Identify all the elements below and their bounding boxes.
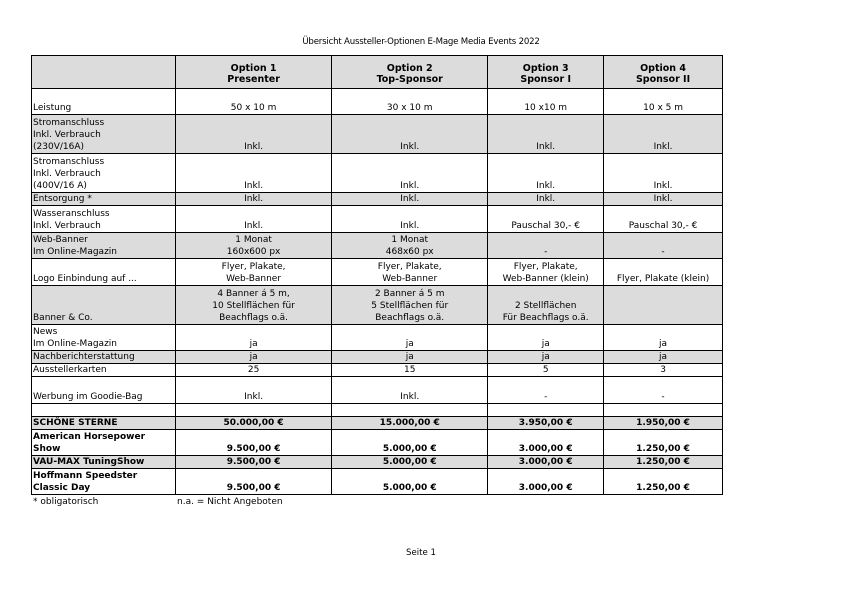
option-2-cell: Inkl. [332,193,488,206]
option-4-cell: Pauschal 30,- € [604,206,723,233]
option-2-type: Top-Sponsor [376,74,443,85]
row-label [32,193,176,206]
row-label [32,325,176,351]
row-label [32,259,176,286]
row-label [32,456,176,469]
row-label-line: Classic Day [33,483,91,493]
option-4-cell: - [604,377,723,404]
footnote-not-offered: n.a. = Nicht Angeboten [177,497,283,507]
option-1-cell: 9.500,00 € [176,430,332,456]
row-label [32,364,176,377]
option-2-cell: 5.000,00 € [332,456,488,469]
option-2-cell [332,404,488,417]
option-2-header [332,56,488,89]
option-1-cell: Inkl. [176,154,332,193]
option-2-cell: 5.000,00 € [332,430,488,456]
options-table [31,55,723,495]
option-1-cell: Inkl. [176,377,332,404]
option-4-cell: - [604,233,723,259]
option-4-cell: ja [604,351,723,364]
row-label-line: Logo Einbindung auf ... [33,274,137,284]
row-label-line: Hoffmann Speedster [33,471,138,481]
table-row [32,364,723,377]
row-label-line: Nachberichterstattung [33,352,135,362]
table-row [32,154,723,193]
option-1-name: Option 1 [230,63,277,74]
table-row [32,193,723,206]
option-3-cell: 2 Stellflächen Für Beachflags o.ä. [488,286,604,325]
table-row [32,115,723,154]
row-label-line: Wasseranschluss [33,209,110,219]
row-label-line: (400V/16 A) [33,181,87,191]
option-1-cell: 50.000,00 € [176,417,332,430]
row-label [32,206,176,233]
row-label-line: SCHÖNE STERNE [33,418,118,428]
page-number: Seite 1 [406,548,436,558]
option-2-cell: Flyer, Plakate, Web-Banner [332,259,488,286]
header-row [32,56,723,89]
table-row [32,206,723,233]
option-4-cell: 1.950,00 € [604,417,723,430]
header-empty-cell [32,56,176,89]
option-4-cell: Inkl. [604,154,723,193]
row-label-line: Banner & Co. [33,313,93,323]
option-4-type: Sponsor II [635,74,691,85]
option-4-header [604,56,723,89]
option-1-cell: 4 Banner á 5 m, 10 Stellflächen für Beachflags o.ä. [176,286,332,325]
row-label [32,377,176,404]
option-3-header [488,56,604,89]
option-2-cell: 30 x 10 m [332,89,488,115]
option-2-cell: 1 Monat 468x60 px [332,233,488,259]
row-label-line: Im Online-Magazin [33,339,117,349]
option-3-cell: 3.000,00 € [488,456,604,469]
option-2-cell: 2 Banner á 5 m 5 Stellflächen für Beachflags o.ä. [332,286,488,325]
row-label-line: (230V/16A) [33,142,84,152]
option-1-cell: 1 Monat 160x600 px [176,233,332,259]
footnote-obligatory: * obligatorisch [33,497,99,507]
option-4-cell: 3 [604,364,723,377]
option-3-cell: ja [488,351,604,364]
option-4-cell [604,286,723,325]
row-label-line: Im Online-Magazin [33,247,117,257]
table-row [32,417,723,430]
option-2-cell: 5.000,00 € [332,469,488,495]
document-title: Übersicht Aussteller-Optionen E-Mage Media Events 2022 [302,37,540,47]
row-label-line: Inkl. Verbrauch [33,221,101,231]
option-1-header [176,56,332,89]
option-2-cell: ja [332,351,488,364]
row-label [32,89,176,115]
row-label [32,154,176,193]
option-4-cell: 10 x 5 m [604,89,723,115]
option-2-cell: 15 [332,364,488,377]
table-row [32,351,723,364]
row-label-line: Web-Banner [33,235,88,245]
option-4-cell: 1.250,00 € [604,456,723,469]
option-4-cell: 1.250,00 € [604,430,723,456]
option-3-cell: 3.000,00 € [488,430,604,456]
option-1-cell: 9.500,00 € [176,469,332,495]
table-row [32,233,723,259]
table-row [32,404,723,417]
table-row [32,430,723,456]
row-label-line: VAU-MAX TuningShow [33,457,145,467]
option-2-cell: ja [332,325,488,351]
option-2-cell: 15.000,00 € [332,417,488,430]
option-2-name: Option 2 [386,63,433,74]
row-label-line: News [33,327,58,337]
option-1-cell: Inkl. [176,193,332,206]
option-3-cell: 5 [488,364,604,377]
row-label [32,115,176,154]
row-label [32,286,176,325]
option-4-name: Option 4 [640,63,686,74]
option-4-cell: Flyer, Plakate (klein) [604,259,723,286]
option-3-cell: 3.000,00 € [488,469,604,495]
table-row [32,377,723,404]
option-3-cell: - [488,377,604,404]
option-1-cell: ja [176,325,332,351]
option-3-cell: ja [488,325,604,351]
option-4-cell: Inkl. [604,193,723,206]
row-label [32,351,176,364]
row-label-line: Entsorgung * [33,194,92,204]
row-label-line: Inkl. Verbrauch [33,169,101,179]
option-3-cell: Inkl. [488,193,604,206]
row-label-line: Leistung [33,103,72,113]
option-3-cell: Pauschal 30,- € [488,206,604,233]
option-2-cell: Inkl. [332,206,488,233]
option-1-cell: Flyer, Plakate, Web-Banner [176,259,332,286]
option-1-cell: Inkl. [176,206,332,233]
option-1-cell: 25 [176,364,332,377]
option-3-cell: 3.950,00 € [488,417,604,430]
option-1-cell: Inkl. [176,115,332,154]
row-label-line: Show [33,444,61,454]
option-3-cell: 10 x10 m [488,89,604,115]
option-1-cell: ja [176,351,332,364]
option-3-cell: Inkl. [488,115,604,154]
option-4-cell: Inkl. [604,115,723,154]
option-1-type: Presenter [227,74,280,85]
table-row [32,89,723,115]
option-4-cell: ja [604,325,723,351]
option-2-cell: Inkl. [332,115,488,154]
option-3-cell [488,404,604,417]
row-label-line: Ausstellerkarten [33,365,107,375]
table-row [32,456,723,469]
option-3-type: Sponsor I [520,74,572,85]
table-row [32,325,723,351]
option-2-cell: Inkl. [332,377,488,404]
option-4-cell: 1.250,00 € [604,469,723,495]
option-3-cell: - [488,233,604,259]
option-3-name: Option 3 [522,63,569,74]
option-3-cell: Inkl. [488,154,604,193]
option-1-cell: 50 x 10 m [176,89,332,115]
option-4-cell [604,404,723,417]
row-label [32,469,176,495]
option-1-cell: 9.500,00 € [176,456,332,469]
row-label-line: Inkl. Verbrauch [33,130,101,140]
row-label-line: Stromanschluss [33,118,105,128]
option-3-cell: Flyer, Plakate, Web-Banner (klein) [488,259,604,286]
row-label [32,430,176,456]
row-label-line: Stromanschluss [33,157,105,167]
table-row [32,469,723,495]
table-row [32,286,723,325]
option-2-cell: Inkl. [332,154,488,193]
option-1-cell [176,404,332,417]
row-label-line: American Horsepower [33,432,146,442]
row-label [32,404,176,417]
table-row [32,259,723,286]
row-label [32,233,176,259]
row-label-line: Werbung im Goodie-Bag [33,392,143,402]
row-label [32,417,176,430]
